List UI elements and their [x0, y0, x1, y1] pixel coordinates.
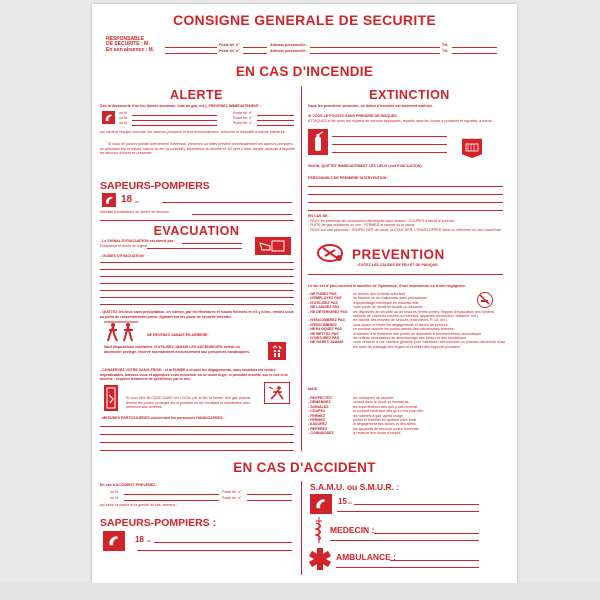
list-item: - COUPEZ le courant électrique dès qu'il n'est plus utile.	[308, 409, 425, 414]
exit-people-icon	[104, 320, 138, 342]
prevention-mais: MAIS	[308, 387, 317, 391]
fire-hose-cabinet-icon	[462, 134, 482, 158]
alerte-intro: Dès la découverte d'un feu (fumée anormale, fuite de gaz, ect.), PREVENEZ IMMEDIATEMENT :	[100, 104, 262, 108]
alerte-title: ALERTE	[170, 88, 223, 102]
prevention-rules-list	[308, 292, 508, 349]
prevention-title: PREVENTION	[352, 247, 445, 262]
evacuation-signal: - Le SIGNAL D'EVACUATION est donné par :	[100, 239, 176, 243]
accident-after: qui selon la nature et la gravité du cas, alertera :	[100, 503, 177, 507]
accident-poste-1: Poste tél. n°	[222, 490, 242, 494]
list-item: - DEMANDEZ conseil dans le doute et l'embarras.	[308, 400, 410, 405]
sapeurs-ou: ou	[135, 200, 139, 204]
phone-icon	[102, 193, 116, 207]
alerte-poste-2: Poste tél. n°	[233, 116, 253, 120]
evacuation-ascenseurs: Sauf dispositions contraires, N'UTILISEZ JAMAIS LES ASCENSEURS, même un ascenseur protégé, réservé normalement exclusivement aux personnes handicapées.	[104, 345, 251, 354]
sapeurs-number: 18	[121, 194, 133, 205]
elevator-icon	[268, 342, 286, 360]
incendie-title: EN CAS D'INCENDIE	[235, 64, 374, 79]
alerte-poste-1: Poste tél. n°	[233, 111, 253, 115]
sapeurs-title: SAPEURS-POMPIERS	[100, 180, 210, 192]
safety-poster	[92, 4, 517, 584]
evacuation-mesures: - MESURES PARTICULIERES concernant les personnes HANDICAPEES :	[100, 416, 225, 420]
extinction-si: SI VOUS LE POUVEZ SANS PRENDRE DE RISQUES,	[308, 114, 398, 118]
list-item: - N'ENCOMBREZ sous aucun prétexte les dégagements et issues de secours.	[308, 322, 449, 327]
accident-sapeurs-ou: ou	[147, 539, 151, 543]
accident-divider	[301, 481, 302, 575]
poster-title: CONSIGNE GENERALE DE SECURITE	[172, 12, 437, 28]
list-item: - SIGNALEZ les imperfections afin qu'il y soit remédié.	[308, 404, 419, 409]
extinction-personnels: PERSONNELS DE PREMIERE INTERVENTION :	[308, 176, 389, 180]
list-item: - REPEREZ les appareils de secours contre l'incendie.	[308, 426, 420, 431]
list-item: - N'ENCOMBREZ PAS les abords des moyens de secours (extincteurs, R.I.A, ect.).	[308, 318, 449, 323]
alerte-poste-3: Poste tél. n°	[233, 121, 253, 125]
list-item: - NE BLOQUEZ PAS en position ouverte les portes dotées des mécanismes fermées.	[308, 327, 455, 332]
accident-sapeurs-number: 18	[135, 535, 144, 544]
extinction-title: EXTINCTION	[369, 88, 450, 102]
list-item: - CONNAISSEZ à l'avance leur mode d'emploi.	[308, 431, 402, 436]
evacuation-conservez: - CONSERVEZ VOTRE SANG-FROID : si la FUMEE a envahi les dégagements, sans toutefois les rendre impraticables, baissez-vous et appliquez votre mouchoir ou un autre linge, si possible mouillé, sur le nez et la bouche ; respirez lentement de préférence par le nez.	[100, 368, 288, 382]
list-item: - NE METTEZ PAS d'obstacle à la fermeture des portes ou dispositifs à fonctionnement automatique.	[308, 331, 483, 336]
absence-label: En son absence : M.	[106, 47, 155, 53]
extinguisher-icon	[308, 129, 328, 155]
sapeurs-adresse: Adresse (localisation) du centre de secours :	[100, 210, 171, 214]
list-item: - NE GAREZ JAMAIS votre véhicule d'une manière gênante pour l'utilisation des bouches ou poteaux d'incendie ni sur les voies de passage des engins et échelles des sapeurs-pompiers.	[308, 340, 506, 349]
alerte-contact-3: ou M.	[119, 121, 128, 125]
phone-icon	[103, 531, 125, 551]
responsable-label: RESPONSABLE	[106, 36, 145, 42]
medecin-label: MEDECIN :	[330, 525, 375, 535]
accident-intro: En cas d'ACCIDENT, PREVENEZ :	[100, 483, 158, 487]
phone-icon	[102, 111, 115, 124]
evacuation-quittez: - QUITTEZ les lieux sans précipitation, en silence, par les itinéraires et issues fléchées et s'il y a lieu, rendez-vous au point de rassemblement prévu, figurant sur les plans de sécurité incendie.	[100, 310, 294, 319]
list-item: - N'EMPLOYEZ PAS de flamme ou de chalumeau sans précautions.	[308, 296, 428, 301]
extinction-case-3: - FEUX sur une personne : l'EMPECHER de courir, la COUCHER, L'ENVELOPPER dans un vêtement ou une couverture.	[308, 227, 502, 232]
adresse-label: Adresse personnelle :	[270, 42, 308, 47]
accident-contact-1: ou M.	[110, 490, 119, 494]
alerte-after: qui alertera l'équipe incendie, les sapeurs-pompiers et fera éventuellement, actionner le dispositif d'alarme intérieure.	[100, 130, 286, 134]
extinction-case-2: - FUITE de gaz enflammé ou non : FERMER le robinet ou la vanne.	[308, 223, 416, 227]
accident-sapeurs-title: SAPEURS-POMPIERS :	[100, 517, 217, 529]
siren-icon	[255, 237, 291, 255]
extinction-case-1: - FEUX en présence de conducteurs électriques sous tension : COUPER d'abord le courant.	[308, 218, 455, 223]
column-divider	[301, 86, 302, 451]
tel-label: Tél:	[442, 42, 449, 47]
accident-contact-2: ou M.	[110, 496, 119, 500]
tel-label-2: Tél:	[442, 48, 449, 53]
list-item: - FERMEZ portes et fenêtres en quittant votre local.	[308, 418, 418, 423]
list-item: - RESPECTEZ les consignes de sécurité.	[308, 396, 395, 400]
alerte-contact-1: ou M.	[119, 111, 128, 115]
prevention-intro: Le feu est le plus souvent le sacrifice de l'ignorance, d'une imprudence ou d'une négligence.	[308, 284, 467, 288]
alerte-paragraph: Si vous ne pouvez joindre directement l'intéressé, prévenez ou faites prévenir immédiatement les sapeurs-pompiers, en précisant lieu et nature, nature du feu (si possible), importance du sinistre et, s'il peut y avoir danger, adresse à laquelle les secours doivent se présenter.	[100, 142, 295, 156]
poste-label-2: Poste tél. n°	[219, 48, 240, 53]
evacuation-frequence: Fréquence et durée du signal :	[100, 244, 149, 248]
accident-title: EN CAS D'ACCIDENT	[233, 460, 376, 475]
alerte-contact-2: ou M.	[119, 116, 128, 120]
ne-revenez-jamais: NE REVENEZ JAMAIS EN ARRIERE.	[147, 333, 209, 337]
extinction-intro: Dans les premières secondes, un début d'incendie est aisément maîtrisé.	[308, 104, 433, 108]
smoke-door-icon	[104, 385, 118, 411]
list-item: - N'UTILISEZ PAS d'appareillage électrique en mauvais état.	[308, 300, 420, 305]
list-item: - NE DETERIOREZ PAS les dispositifs de sécurité ou de secours (ferme-portes, trappes d'évacuation des fumées, robinets de colonnes sèches ou humides, appareils d'extinction, d'alarme, ect.).	[308, 309, 495, 319]
list-item: - NE LAISSEZ PAS votre poste de travail en fouillis ou désordre.	[308, 305, 424, 310]
running-person-icon	[264, 382, 290, 404]
star-of-life-icon	[309, 548, 331, 570]
prevention-actions-list	[308, 396, 508, 436]
list-item: - ASSUREZ le dégagement des issues et des allées.	[308, 422, 417, 427]
list-item: - FERMEZ les robinets à gaz, après usage.	[308, 413, 404, 418]
fire-danger-icon	[315, 242, 345, 264]
evacuation-bloque: Si vous êtes BLOQUE DANS UN LOCAL par le feu, la fumée, des gaz chauds : fermez les portes, protégez-les si possible en les mouillant et manifestez votre présence aux fenêtres.	[126, 396, 253, 410]
evacuation-title: EVACUATION	[153, 224, 240, 238]
background-shade	[0, 583, 600, 600]
list-item: - N'OBTUREZ PAS les orifices nécessaires au désenfumage des locaux et des circulations.	[308, 336, 467, 341]
accident-poste-2: Poste tél. n°	[222, 496, 242, 500]
extinction-en-cas-de: EN CAS DE :	[308, 214, 330, 218]
adresse-label-2: Adresse personnelle :	[270, 48, 308, 53]
caduceus-icon	[314, 517, 324, 543]
extinction-sinon: SINON, QUITTEZ IMMEDIATEMENT LES LIEUX (voir EVACUATION).	[308, 164, 423, 168]
poste-label: Poste tél. n°	[219, 42, 240, 47]
samu-title: S.A.M.U. ou S.M.U.R. :	[310, 482, 400, 492]
extinction-attaquez: ATTAQUEZ le feu avec les moyens de secours appropriés, répartis dans les locaux à proximité et signalés, à savoir :	[308, 118, 494, 123]
ambulance-label: AMBULANCE :	[336, 552, 396, 562]
list-item: - NE FUMEZ PAS en dehors des endroits autorisés.	[308, 292, 407, 296]
prevention-subtitle: - EVITEZ LES CAUSES DE FEU ET DE PANIQUE.	[356, 263, 439, 267]
responsable-label-2: DE SECURITE : M.	[106, 41, 150, 47]
samu-ou: ou	[348, 501, 352, 505]
samu-number: 15	[338, 497, 347, 506]
phone-icon	[310, 494, 332, 514]
evacuation-guides: - GUIDES D'EVACUATION :	[100, 254, 146, 258]
